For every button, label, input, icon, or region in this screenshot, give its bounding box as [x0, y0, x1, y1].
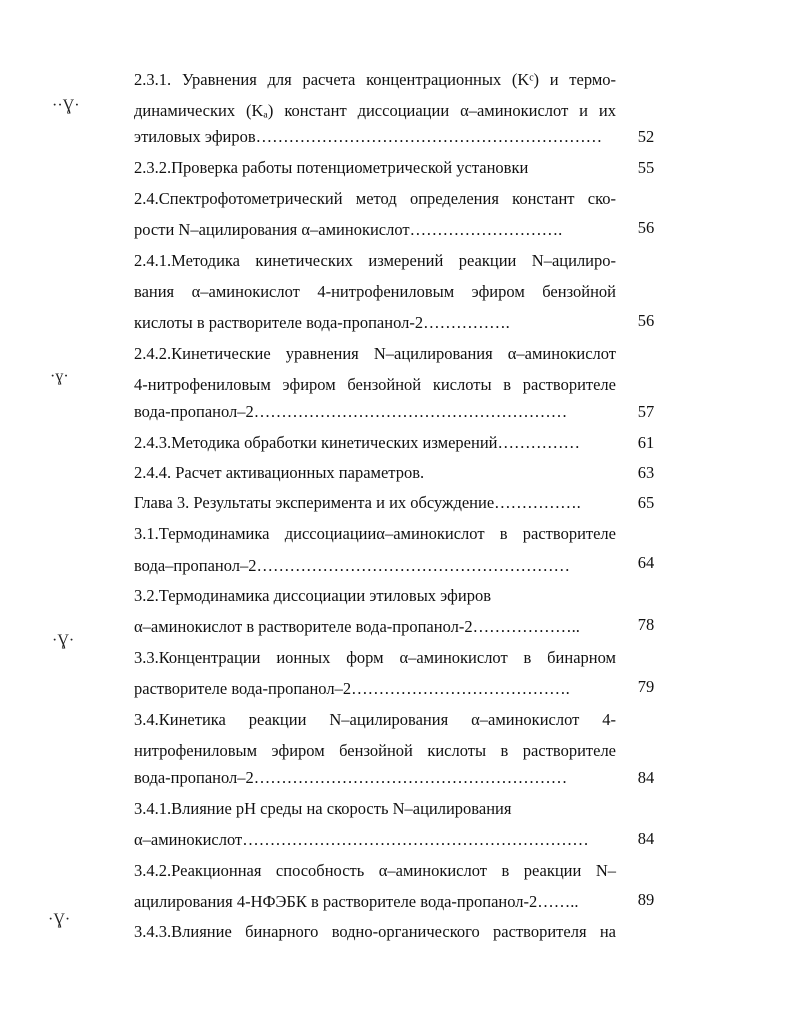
toc-2-3-1-line-3: этиловых эфиров………………………………………………………	[134, 127, 603, 146]
toc-2-4-3-line-1: 2.4.3.Методика обработки кинетических измерений……………	[134, 433, 580, 452]
toc-2-3-1-page: 52	[637, 127, 655, 146]
toc-2-4-page: 56	[637, 218, 655, 237]
toc-3-1-line-1: 3.1.Термодинамика диссоциацииα–аминокислот в растворителе	[134, 524, 616, 543]
toc-2-4-1-line-1: 2.4.1.Методика кинетических измерений реакции N–ацилиро-	[134, 251, 616, 270]
toc-3-4-2-line-1: 3.4.2.Реакционная способность α–аминокислот в реакции N–	[134, 861, 616, 880]
toc-3-3-line-2: растворителе вода-пропанол–2………………………………….	[134, 679, 570, 698]
margin-mark: ·Ɣ·	[52, 632, 75, 649]
toc-2-4-1-line-2: вания α–аминокислот 4-нитрофениловым эфиром бензойной	[134, 282, 616, 301]
toc-2-3-1-line-1: 2.3.1. Уравнения для расчета концентрационных (Kᶜ) и термо-	[134, 70, 616, 89]
toc-3-4-page: 84	[637, 768, 655, 787]
toc-2-4-2-line-2: 4-нитрофениловым эфиром бензойной кислоты в растворителе	[134, 375, 616, 394]
toc-3-4-line-3: вода-пропанол–2…………………………………………………	[134, 768, 568, 787]
toc-2-3-2-page: 55	[637, 158, 655, 177]
toc-2-4-4-line-1: 2.4.4. Расчет активационных параметров.	[134, 463, 425, 482]
toc-2-4-2-line-3: вода-пропанол–2…………………………………………………	[134, 402, 568, 421]
toc-chapter-3-page: 65	[637, 493, 655, 512]
toc-3-4-3-line-1: 3.4.3.Влияние бинарного водно-органического растворителя на	[134, 922, 616, 941]
toc-2-3-2-line-1: 2.3.2.Проверка работы потенциометрической установки	[134, 158, 529, 177]
toc-2-4-4-page: 63	[637, 463, 655, 482]
toc-3-2-line-2: α–аминокислот в растворителе вода-пропанол-2………………..	[134, 617, 580, 636]
toc-3-4-1-line-2: α–аминокислот………………………………………………………	[134, 830, 589, 849]
toc-2-4-1-page: 56	[637, 311, 655, 330]
margin-mark: ·Ɣ·	[48, 911, 71, 928]
toc-3-3-line-1: 3.3.Концентрации ионных форм α–аминокислот в бинарном	[134, 648, 616, 667]
toc-3-4-1-line-1: 3.4.1.Влияние pH среды на скорость N–ацилирования	[134, 799, 512, 818]
toc-2-4-2-line-1: 2.4.2.Кинетические уравнения N–ацилирования α–аминокислот	[134, 344, 616, 363]
margin-mark: ··Ɣ·	[52, 97, 80, 114]
toc-2-4-line-1: 2.4.Спектрофотометрический метод определения констант ско-	[134, 189, 616, 208]
toc-chapter-3-line-1: Глава 3. Результаты эксперимента и их обсуждение…………….	[134, 493, 581, 512]
toc-2-3-1-line-2: динамических (Kₐ) констант диссоциации α–аминокислот и их	[134, 101, 616, 120]
toc-2-4-line-2: рости N–ацилирования α–аминокислот……………………….	[134, 220, 563, 239]
toc-2-4-3-page: 61	[637, 433, 655, 452]
toc-3-4-1-page: 84	[637, 829, 655, 848]
toc-3-1-line-2: вода–пропанол–2…………………………………………………	[134, 556, 571, 575]
toc-3-2-line-1: 3.2.Термодинамика диссоциации этиловых эфиров	[134, 586, 491, 605]
toc-3-2-page: 78	[637, 615, 655, 634]
toc-3-4-line-2: нитрофениловым эфиром бензойной кислоты в растворителе	[134, 741, 616, 760]
toc-3-1-page: 64	[637, 553, 655, 572]
toc-2-4-1-line-3: кислоты в растворителе вода-пропанол-2…………….	[134, 313, 510, 332]
toc-2-4-2-page: 57	[637, 402, 655, 421]
toc-3-3-page: 79	[637, 677, 655, 696]
toc-3-4-2-page: 89	[637, 890, 655, 909]
toc-3-4-2-line-2: ацилирования 4-НФЭБК в растворителе вода-пропанол-2……..	[134, 892, 579, 911]
margin-mark: ·ɣ·	[50, 368, 69, 385]
toc-3-4-line-1: 3.4.Кинетика реакции N–ацилирования α–аминокислот 4-	[134, 710, 616, 729]
